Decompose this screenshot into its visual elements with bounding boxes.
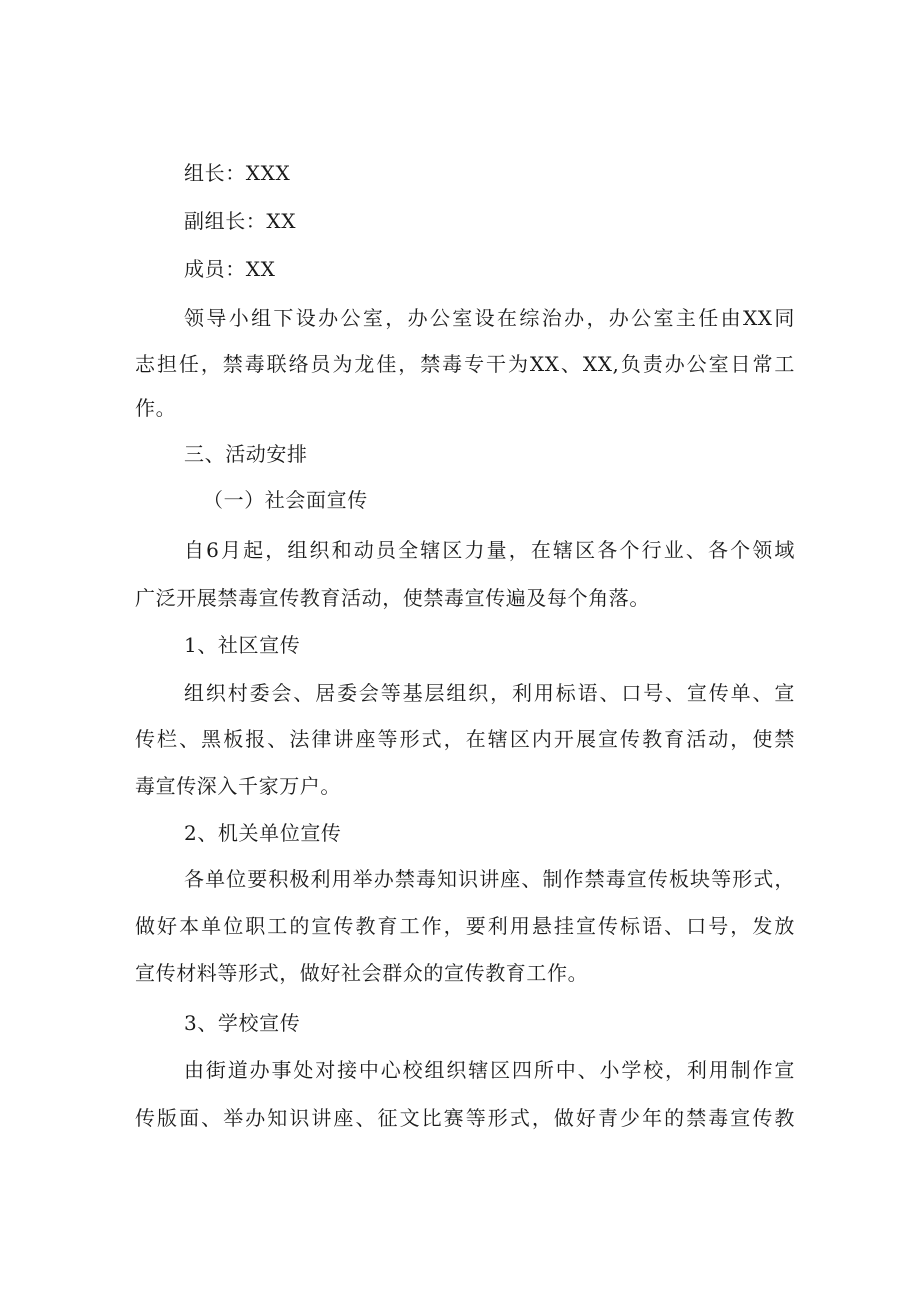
office-paragraph-line-2: 志担任，禁毒联络员为龙佳，禁毒专干为XX、XX,负责办公室日常工 [135,352,795,376]
item-two-paragraph-line-2: 做好本单位职工的宣传教育工作，要利用悬挂宣传标语、口号，发放 [135,914,795,938]
item-one-paragraph-line-1: 组织村委会、居委会等基层组织，利用标语、口号、宣传单、宣 [184,681,795,705]
section-three-title: 三、活动安排 [184,442,308,466]
item-one-paragraph-line-3: 毒宣传深入千家万户。 [135,774,341,798]
item-three-title: 3、学校宣传 [184,1011,301,1035]
subsection-one-title: （一）社会面宣传 [203,488,368,512]
item-two-title: 2、机关单位宣传 [184,821,342,845]
item-two-paragraph-line-1: 各单位要积极利用举办禁毒知识讲座、制作禁毒宣传板块等形式， [184,867,795,891]
item-one-title: 1、社区宣传 [184,633,301,657]
item-three-paragraph-line-1: 由街道办事处对接中心校组织辖区四所中、小学校，利用制作宣 [184,1058,795,1082]
subsection-one-paragraph-line-1: 自6月起，组织和动员全辖区力量，在辖区各个行业、各个领域 [184,538,795,562]
leader-line: 组长：XXX [184,161,291,185]
item-two-paragraph-line-3: 宣传材料等形式，做好社会群众的宣传教育工作。 [135,961,589,985]
subsection-one-paragraph-line-2: 广泛开展禁毒宣传教育活动，使禁毒宣传遍及每个角落。 [135,586,650,610]
item-three-paragraph-line-2: 传版面、举办知识讲座、征文比赛等形式，做好青少年的禁毒宣传教 [135,1106,795,1130]
office-paragraph-line-1: 领导小组下设办公室，办公室设在综治办，办公室主任由XX同 [184,306,795,330]
members-line: 成员：XX [184,257,276,281]
item-one-paragraph-line-2: 传栏、黑板报、法律讲座等形式，在辖区内开展宣传教育活动，使禁 [135,727,795,751]
deputy-leader-line: 副组长：XX [184,209,297,233]
office-paragraph-line-3: 作。 [135,396,177,420]
